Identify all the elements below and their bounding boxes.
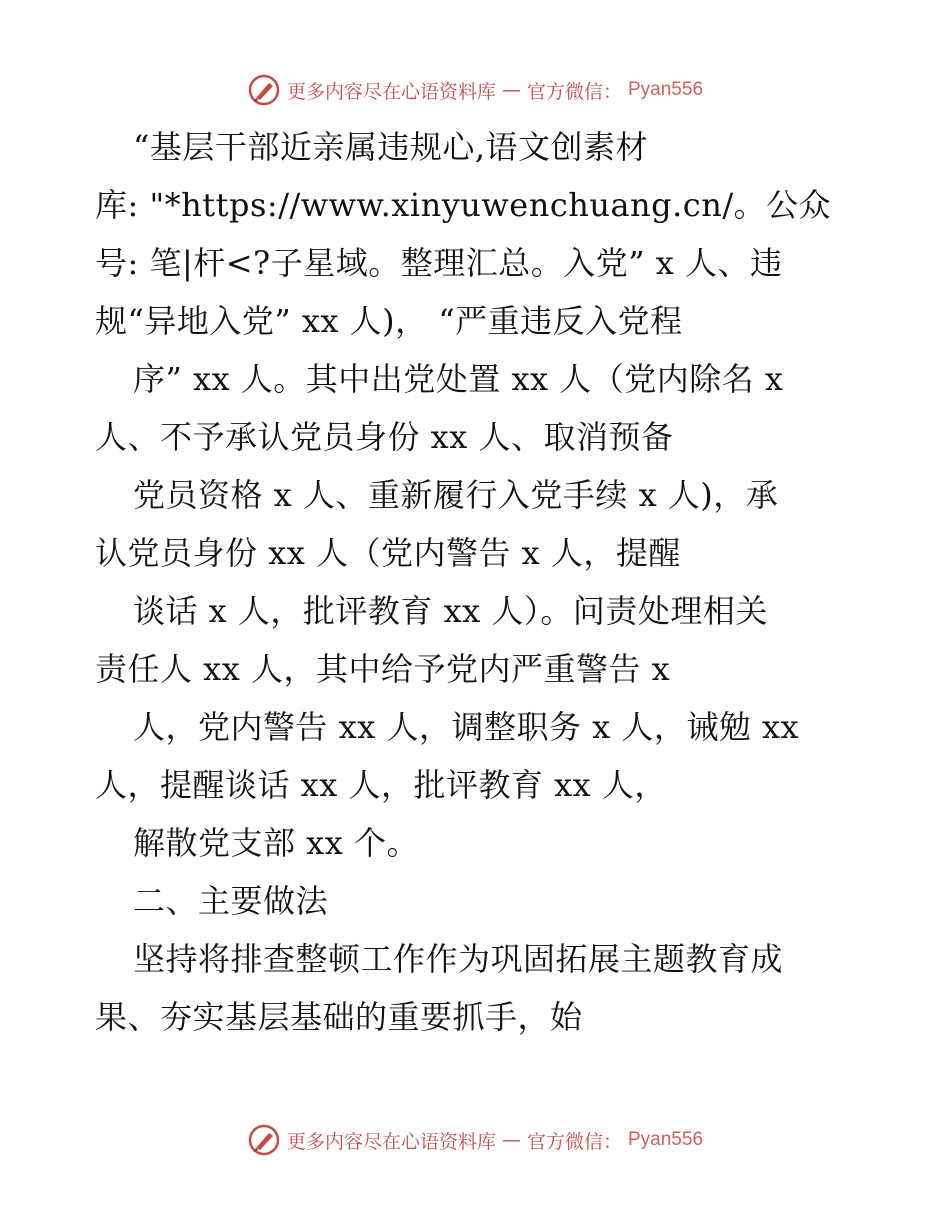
banner-separator: —	[501, 79, 521, 101]
banner-wechat-label: 官方微信：	[526, 1130, 622, 1153]
pen-logo-icon	[247, 1123, 281, 1157]
text-line: 人、不予承认党员身份 xx 人、取消预备	[95, 418, 674, 456]
text-line: 谈话 x 人，批评教育 xx 人）。问责处理相关	[133, 592, 768, 630]
text-line: 果、夯实基层基础的重要抓手，始	[95, 998, 583, 1036]
text-line: 坚持将排查整顿工作作为巩固拓展主题教育成	[133, 940, 784, 978]
banner-text: 更多内容尽在心语资料库	[286, 80, 496, 103]
text-line: 人，党内警告 xx 人，调整职务 x 人，诫勉 xx	[133, 708, 800, 746]
text-line: 党员资格 x 人、重新履行入党手续 x 人)，承	[133, 476, 779, 514]
document-body	[95, 118, 875, 1046]
header-watermark-banner	[0, 70, 950, 110]
banner-wechat-id: Pyan556	[628, 79, 704, 100]
text-line: 认党员身份 xx 人（党内警告 x 人，提醒	[95, 534, 681, 572]
banner-wechat-id: Pyan556	[628, 1129, 704, 1150]
text-line: 序” xx 人。其中出党处置 xx 人（党内除名 x	[133, 360, 784, 398]
footer-watermark-banner	[0, 1120, 950, 1160]
text-line: 库: "*https://www.xinyuwenchuang.cn/。公众	[95, 186, 832, 224]
text-line: 规“异地入党” xx 人)， “严重违反入党程	[95, 302, 683, 340]
banner-separator: —	[501, 1129, 521, 1151]
text-line: 号: 笔|杆<?子星域。整理汇总。入党” x 人、违	[95, 244, 783, 282]
text-line: 责任人 xx 人，其中给予党内严重警告 x	[95, 650, 671, 688]
pen-logo-icon	[247, 73, 281, 107]
text-line: 人，提醒谈话 xx 人，批评教育 xx 人，	[95, 766, 667, 804]
section-heading: 二、主要做法	[133, 882, 329, 920]
text-line: “基层干部近亲属违规心,语文创素材	[133, 128, 649, 166]
banner-wechat-label: 官方微信：	[526, 80, 622, 103]
text-line: 解散党支部 xx 个。	[133, 824, 419, 862]
banner-text: 更多内容尽在心语资料库	[286, 1130, 496, 1153]
